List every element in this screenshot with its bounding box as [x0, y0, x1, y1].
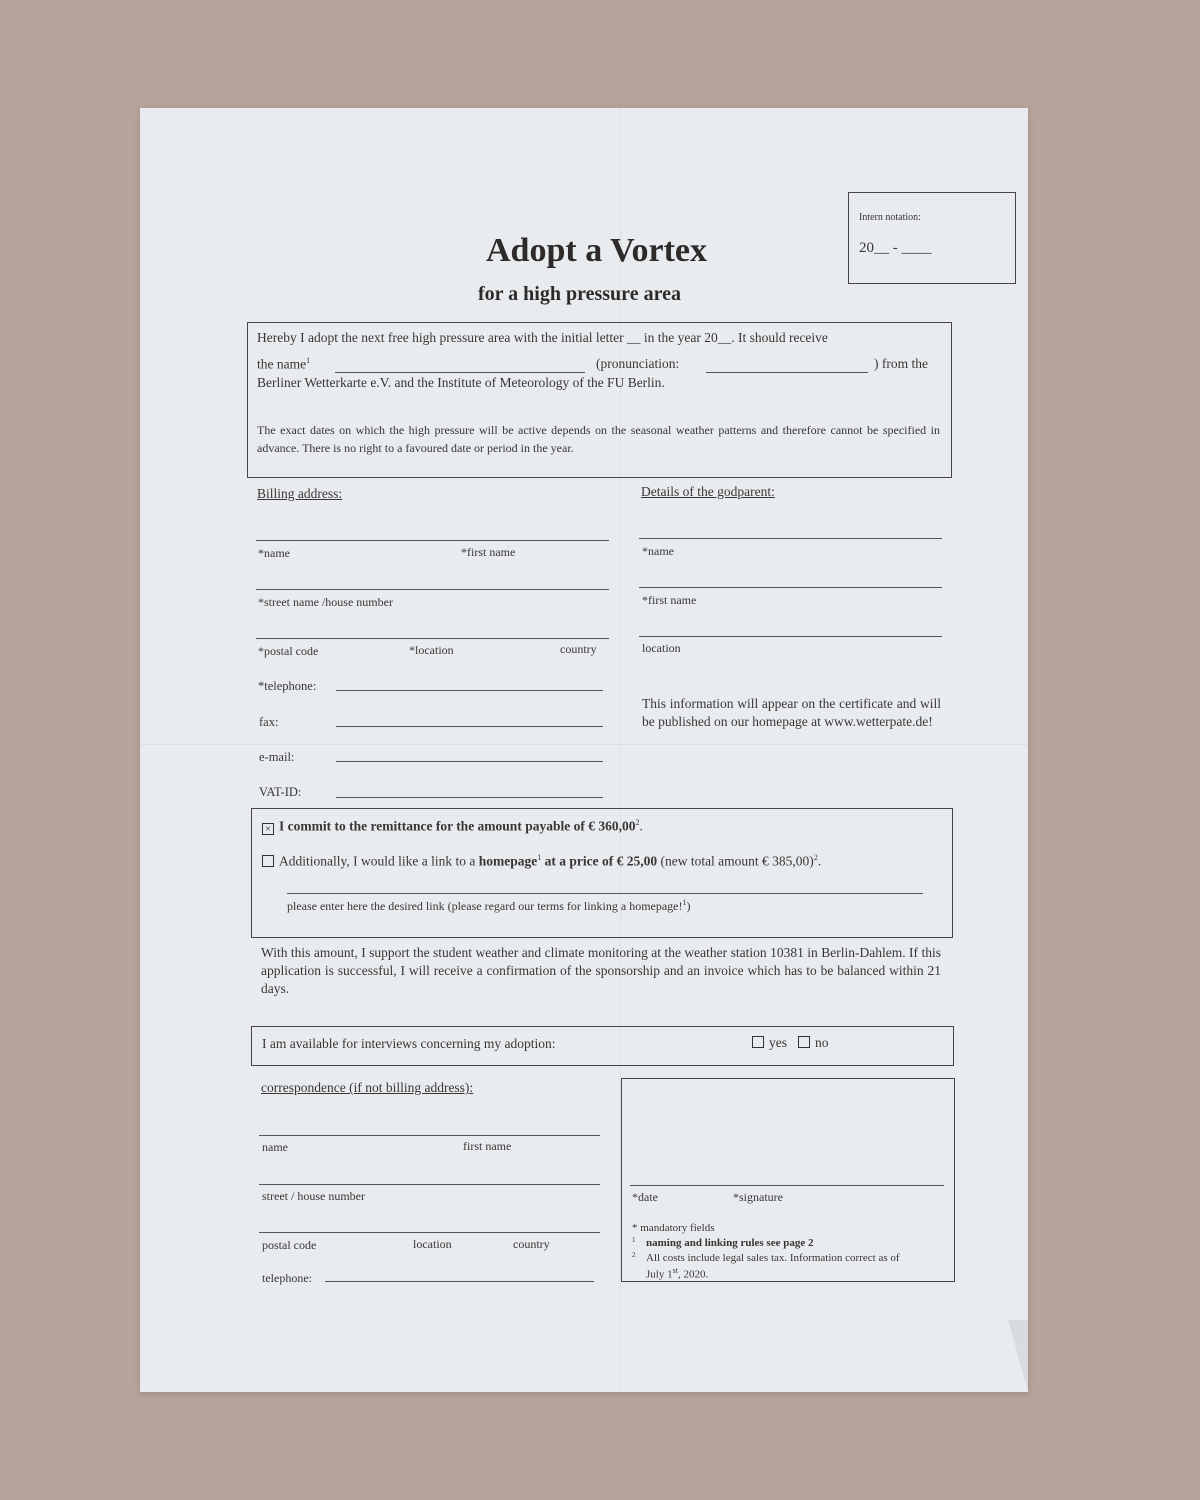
footnote-1-text: naming and linking rules see page 2	[646, 1237, 814, 1249]
pronunciation-label: (pronunciation:	[596, 356, 680, 371]
billing-heading: Billing address:	[257, 486, 343, 501]
paper-corner-curl	[1008, 1320, 1028, 1392]
commit-checkbox[interactable]: ×	[262, 823, 274, 835]
billing-email-field[interactable]	[336, 761, 603, 762]
signature-field[interactable]	[630, 1185, 944, 1186]
billing-postal-field[interactable]	[256, 638, 609, 639]
godparent-location-field[interactable]	[639, 636, 942, 637]
correspondence-first-name-label: first name	[463, 1139, 512, 1153]
billing-street-field[interactable]	[256, 589, 609, 590]
homepage-checkbox[interactable]	[262, 855, 274, 867]
correspondence-telephone-label: telephone:	[262, 1271, 312, 1285]
correspondence-postal-label: postal code	[262, 1238, 317, 1252]
mandatory-fields-note: * mandatory fields	[632, 1222, 715, 1234]
support-text: With this amount, I support the student weather and climate monitoring at the weather station 10381 in Berlin-Dahlem. If this application is successful, I will receive a confirmation of the sponsorship and an invoice which has to be balanced within 21 days.	[261, 945, 941, 996]
paper-fold-horizontal	[140, 744, 1028, 745]
homepage-link-hint: please enter here the desired link (please regard our terms for linking a homepage!$^1$)	[287, 898, 691, 913]
correspondence-street-label: street / house number	[262, 1189, 365, 1203]
correspondence-telephone-field[interactable]	[325, 1281, 594, 1282]
godparent-first-name-field[interactable]	[639, 587, 942, 588]
pronunciation-field[interactable]	[706, 372, 868, 373]
signature-label: *signature	[733, 1190, 783, 1204]
footnote-2-number: 2	[632, 1251, 636, 1259]
page-subtitle: for a high pressure area	[478, 283, 681, 305]
adoption-name-label: the name$^1$	[257, 356, 311, 372]
interview-no-checkbox[interactable]	[798, 1036, 810, 1048]
signature-date-label: *date	[632, 1190, 658, 1204]
godparent-name-field[interactable]	[639, 538, 942, 539]
correspondence-country-label: country	[513, 1237, 550, 1251]
correspondence-location-label: location	[413, 1237, 452, 1251]
interview-no-option[interactable]: no	[798, 1035, 829, 1051]
billing-email-label: e-mail:	[259, 750, 295, 764]
billing-name-label: *name	[258, 546, 290, 560]
correspondence-street-field[interactable]	[259, 1184, 600, 1185]
billing-fax-label: fax:	[259, 715, 279, 729]
adoption-line-2-end: ) from the	[874, 356, 928, 371]
adoption-name-field[interactable]	[335, 372, 585, 373]
commit-option[interactable]: × I commit to the remittance for the amount payable of € 360,00$^2$.	[262, 818, 643, 835]
correspondence-name-label: name	[262, 1140, 288, 1154]
interview-question: I am available for interviews concerning my adoption:	[262, 1036, 556, 1051]
intern-notation-box	[848, 192, 1016, 284]
billing-telephone-field[interactable]	[336, 690, 603, 691]
godparent-name-label: *name	[642, 544, 674, 558]
intern-notation-label: Intern notation:	[859, 212, 921, 223]
correspondence-heading: correspondence (if not billing address):	[261, 1080, 474, 1095]
billing-telephone-label: *telephone:	[258, 679, 317, 693]
footnote-2-text-line-2: July 1st, 2020.	[646, 1266, 709, 1281]
homepage-link-option[interactable]: Additionally, I would like a link to a homepage$^1$ at a price of € 25,00 (new total amount € 385,00)$^2$.	[262, 853, 821, 870]
billing-vat-label: VAT-ID:	[259, 785, 302, 799]
godparent-heading: Details of the godparent:	[641, 484, 775, 499]
godparent-location-label: location	[642, 641, 681, 655]
homepage-link-field[interactable]	[287, 893, 923, 894]
page-title: Adopt a Vortex	[486, 232, 708, 269]
godparent-first-name-label: *first name	[642, 593, 697, 607]
footnote-2-text-line-1: All costs include legal sales tax. Information correct as of	[646, 1252, 900, 1264]
godparent-info-text: This information will appear on the certificate and will be published on our homepage at www.wetterpate.de!	[642, 696, 941, 729]
billing-vat-field[interactable]	[336, 797, 603, 798]
interview-yes-checkbox[interactable]	[752, 1036, 764, 1048]
billing-location-label: *location	[409, 643, 454, 657]
footnote-1-number: 1	[632, 1236, 636, 1244]
adoption-line-3: Berliner Wetterkarte e.V. and the Institute of Meteorology of the FU Berlin.	[257, 375, 665, 390]
billing-country-label: country	[560, 642, 597, 656]
adoption-date-note: The exact dates on which the high pressure will be active depends on the seasonal weather patterns and therefore cannot be specified in advance. There is no right to a favoured date or period in the year.	[257, 423, 940, 455]
adoption-line-1: Hereby I adopt the next free high pressure area with the initial letter __ in the year 20__. It should receive	[257, 330, 828, 345]
billing-first-name-label: *first name	[461, 545, 516, 559]
billing-street-label: *street name /house number	[258, 595, 393, 609]
billing-fax-field[interactable]	[336, 726, 603, 727]
billing-postal-label: *postal code	[258, 644, 319, 658]
correspondence-postal-field[interactable]	[259, 1232, 600, 1233]
interview-yes-option[interactable]: yes	[752, 1035, 787, 1051]
correspondence-name-field[interactable]	[259, 1135, 600, 1136]
intern-notation-field[interactable]: 20__ - ____	[859, 240, 932, 256]
billing-name-field[interactable]	[256, 540, 609, 541]
